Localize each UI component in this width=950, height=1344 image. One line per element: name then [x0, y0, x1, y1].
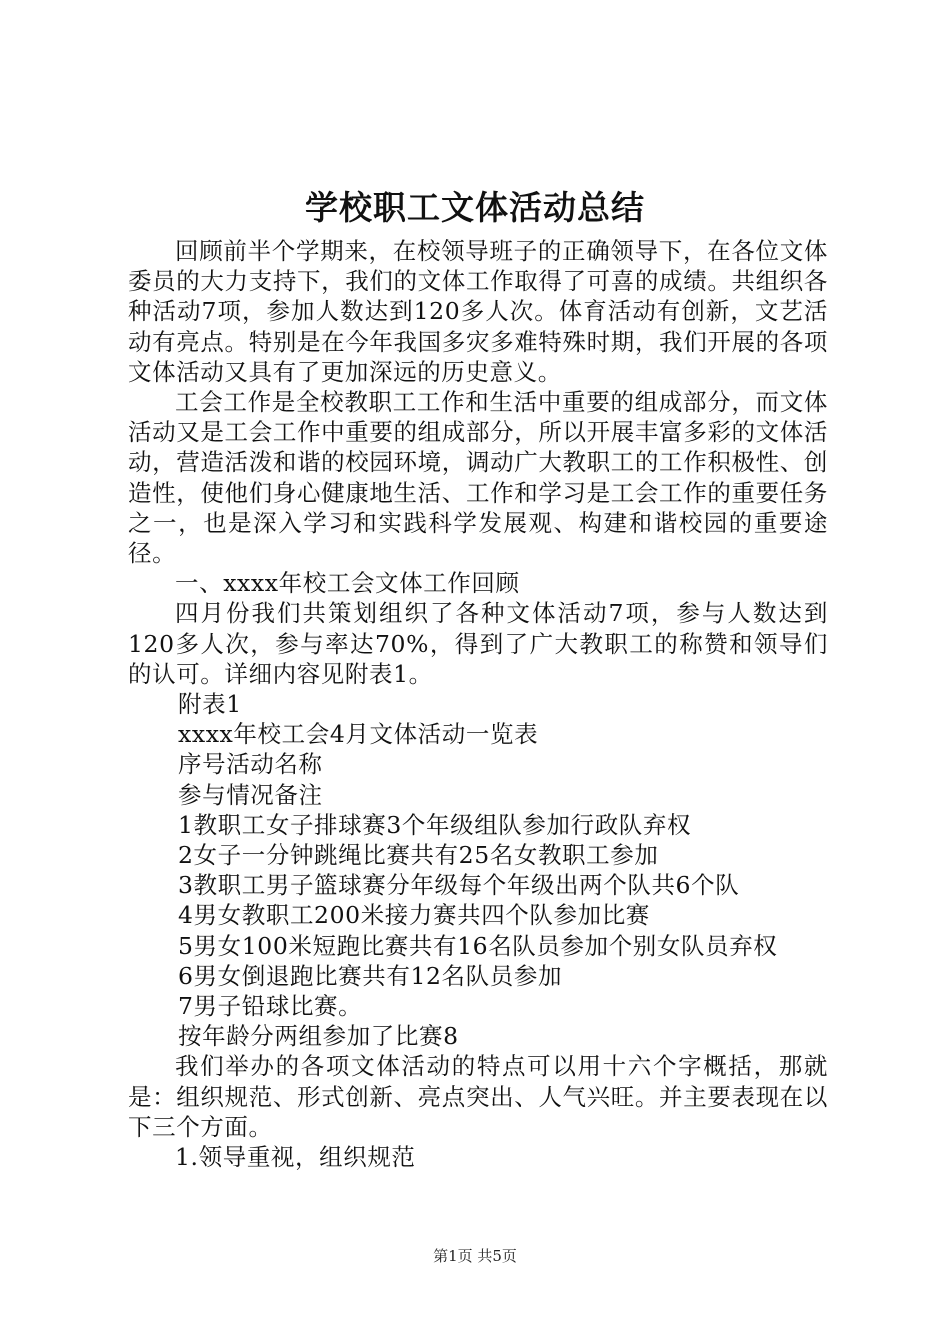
paragraph-april-activities: 四月份我们共策划组织了各种文体活动7项，参与人数达到120多人次，参与率达70%，得到了广大教职工的称赞和领导们的认可。详细内容见附表1。: [128, 599, 828, 688]
table-row: 1教职工女子排球赛3个年级组队参加行政队弃权: [178, 810, 692, 839]
table-row: 3教职工男子篮球赛分年级每个年级出两个队共6个队: [178, 871, 740, 900]
document-title: 学校职工文体活动总结: [305, 188, 645, 227]
subsection-heading: 1.领导重视，组织规范: [175, 1143, 416, 1172]
table-header-row: 序号活动名称: [178, 750, 323, 779]
section-heading-review: 一、xxxx年校工会文体工作回顾: [175, 569, 520, 598]
table-row: 按年龄分两组参加了比赛8: [178, 1022, 459, 1051]
appendix-label: 附表1: [178, 690, 242, 719]
table-header-row: 参与情况备注: [178, 780, 323, 809]
appendix-table-title: xxxx年校工会4月文体活动一览表: [178, 720, 539, 749]
table-row: 5男女100米短跑比赛共有16名队员参加个别女队员弃权: [178, 931, 778, 960]
page-footer: 第1页 共5页: [433, 1247, 517, 1265]
paragraph-review: 回顾前半个学期来，在校领导班子的正确领导下，在各位文体委员的大力支持下，我们的文体工作取得了可喜的成绩。共组织各种活动7项，参加人数达到120多人次。体育活动有创新，文艺活动有亮点。特别是在今年我国多灾多难特殊时期，我们开展的各项文体活动又具有了更加深远的历史意义。: [128, 237, 828, 386]
paragraph-features: 我们举办的各项文体活动的特点可以用十六个字概括，那就是：组织规范、形式创新、亮点突出、人气兴旺。并主要表现在以下三个方面。: [128, 1052, 828, 1141]
table-row: 4男女教职工200米接力赛共四个队参加比赛: [178, 901, 650, 930]
document-body: [128, 236, 828, 1172]
paragraph-union-work: 工会工作是全校教职工工作和生活中重要的组成部分，而文体活动又是工会工作中重要的组成部分，所以开展丰富多彩的文体活动，营造活泼和谐的校园环境，调动广大教职工的工作积极性、创造性，使他们身心健康地生活、工作和学习是工会工作的重要任务之一，也是深入学习和实践科学发展观、构建和谐校园的重要途径。: [128, 388, 828, 568]
table-row: 2女子一分钟跳绳比赛共有25名女教职工参加: [178, 841, 659, 870]
table-row: 6男女倒退跑比赛共有12名队员参加: [178, 961, 563, 990]
table-row: 7男子铅球比赛。: [178, 992, 363, 1021]
